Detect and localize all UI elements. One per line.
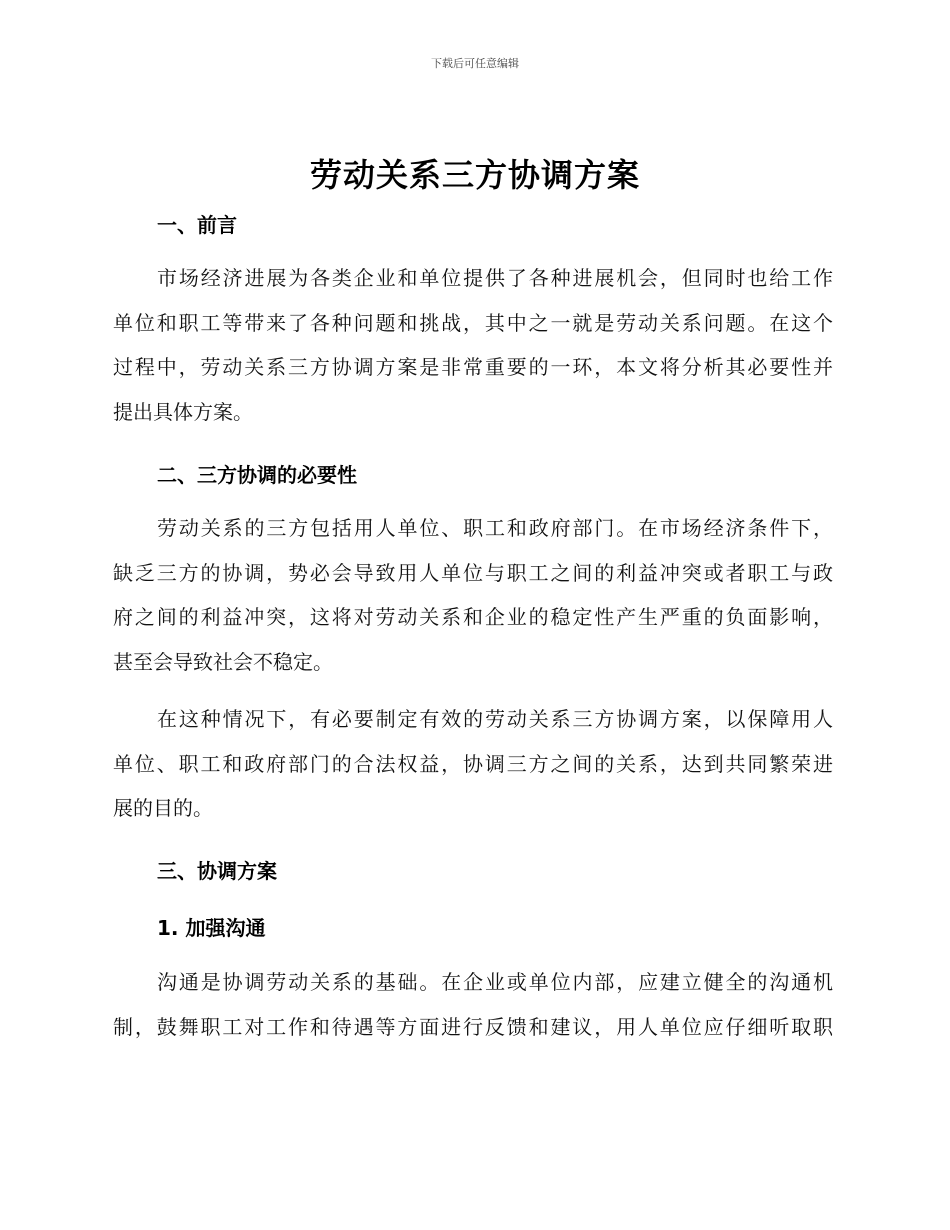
paragraph-line: 制，鼓舞职工对工作和待遇等方面进行反馈和建议，用人单位应仔细听取职 — [113, 1014, 833, 1039]
paragraph-line: 劳动关系的三方包括用人单位、职工和政府部门。在市场经济条件下， — [157, 516, 833, 540]
paragraph-necessity-2 — [113, 697, 833, 831]
section-heading-necessity: 二、三方协调的必要性 — [157, 463, 357, 487]
section-heading-plan: 三、协调方案 — [157, 859, 277, 883]
paragraph-preface — [113, 256, 833, 434]
document-title: 劳动关系三方协调方案 — [309, 156, 640, 194]
paragraph-line: 甚至会导致社会不稳定。 — [113, 649, 333, 674]
paragraph-line: 提出具体方案。 — [113, 399, 253, 424]
paragraph-line: 单位和职工等带来了各种问题和挑战，其中之一就是劳动关系问题。在这个 — [113, 310, 833, 335]
paragraph-line: 单位、职工和政府部门的合法权益，协调三方之间的关系，达到共同繁荣进 — [113, 751, 833, 776]
paragraph-line: 过程中，劳动关系三方协调方案是非常重要的一环，本文将分析其必要性并 — [113, 355, 833, 379]
paragraph-line: 市场经济进展为各类企业和单位提供了各种进展机会，但同时也给工作 — [157, 266, 833, 290]
header-note: 下载后可任意编辑 — [431, 57, 519, 70]
paragraph-line: 在这种情况下，有必要制定有效的劳动关系三方协调方案，以保障用人 — [157, 707, 833, 731]
paragraph-line: 府之间的利益冲突，这将对劳动关系和企业的稳定性产生严重的负面影响， — [113, 605, 833, 629]
paragraph-line: 沟通是协调劳动关系的基础。在企业或单位内部，应建立健全的沟通机 — [157, 970, 833, 994]
paragraph-line: 展的目的。 — [113, 796, 213, 820]
paragraph-necessity-1 — [113, 506, 833, 684]
paragraph-line: 缺乏三方的协调，势必会导致用人单位与职工之间的利益冲突或者职工与政 — [113, 560, 833, 585]
section-heading-preface: 一、前言 — [157, 213, 237, 237]
paragraph-communication — [113, 960, 833, 1049]
subsection-heading-communication: 1. 加强沟通 — [157, 916, 266, 940]
